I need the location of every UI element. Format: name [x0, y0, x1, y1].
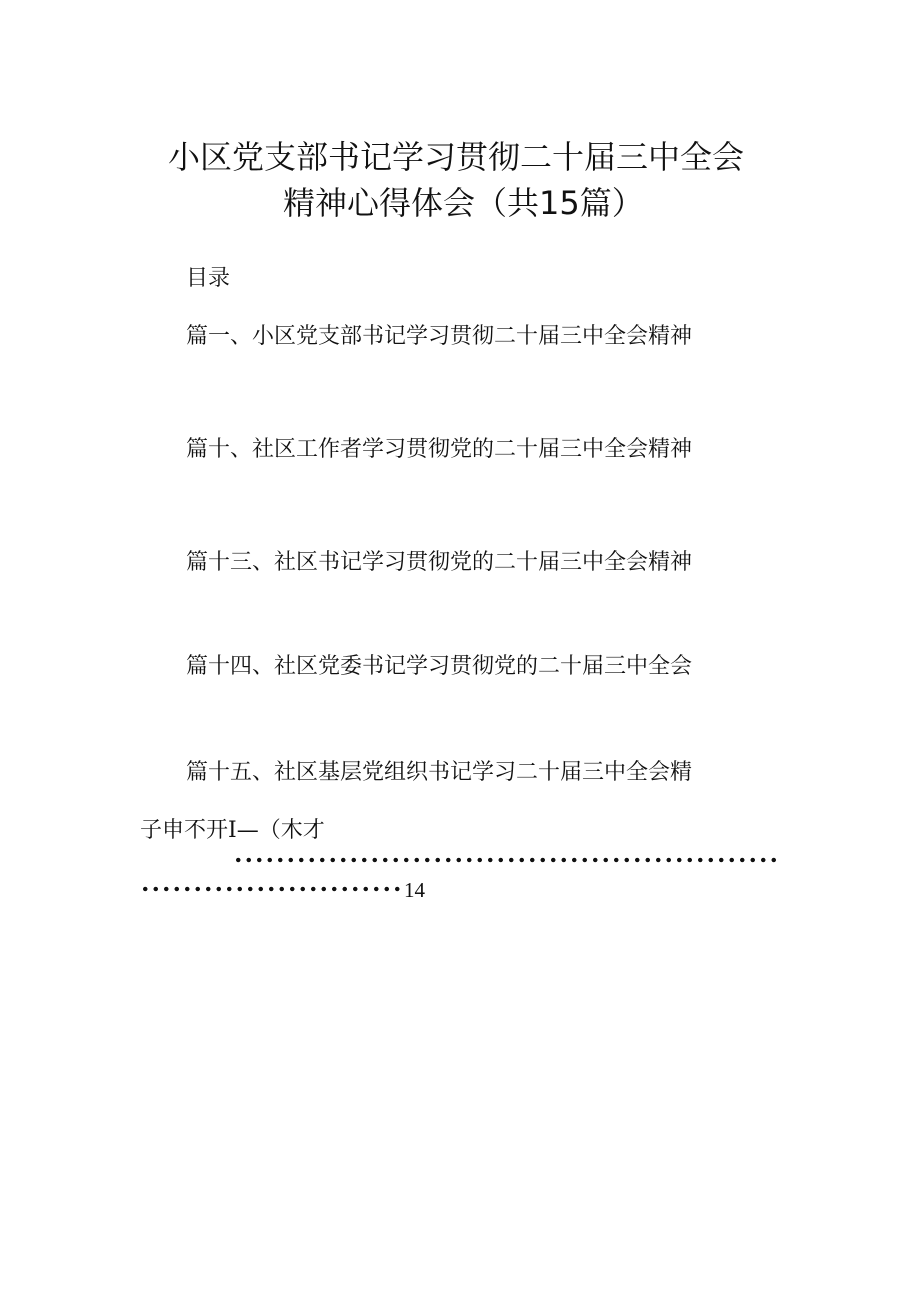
toc-entry: 篇十三、社区书记学习贯彻党的二十届三中全会精神: [186, 550, 693, 575]
continuation-cjk-text: 子申不开: [140, 818, 229, 843]
toc-entry: 篇一、小区党支部书记学习贯彻二十届三中全会精神: [186, 324, 693, 349]
continuation-latin-text: I—（: [228, 818, 281, 843]
dot-leader: [140, 886, 402, 892]
toc-page-number: 14: [404, 878, 425, 902]
toc-entry-continuation: [140, 815, 325, 847]
toc-entry: 篇十五、社区基层党组织书记学习二十届三中全会精: [186, 760, 693, 785]
toc-entry: 篇十、社区工作者学习贯彻党的二十届三中全会精神: [186, 437, 693, 462]
document-title-line-1: 小区党支部书记学习贯彻二十届三中全会: [168, 138, 745, 176]
toc-entry: 篇十四、社区党委书记学习贯彻党的二十届三中全会: [186, 654, 693, 679]
continuation-tail-text: 木才: [280, 818, 325, 843]
dot-leader: [233, 857, 778, 863]
document-title-line-2: 精神心得体会（共15篇）: [283, 184, 644, 222]
toc-heading: 目录: [186, 266, 231, 291]
